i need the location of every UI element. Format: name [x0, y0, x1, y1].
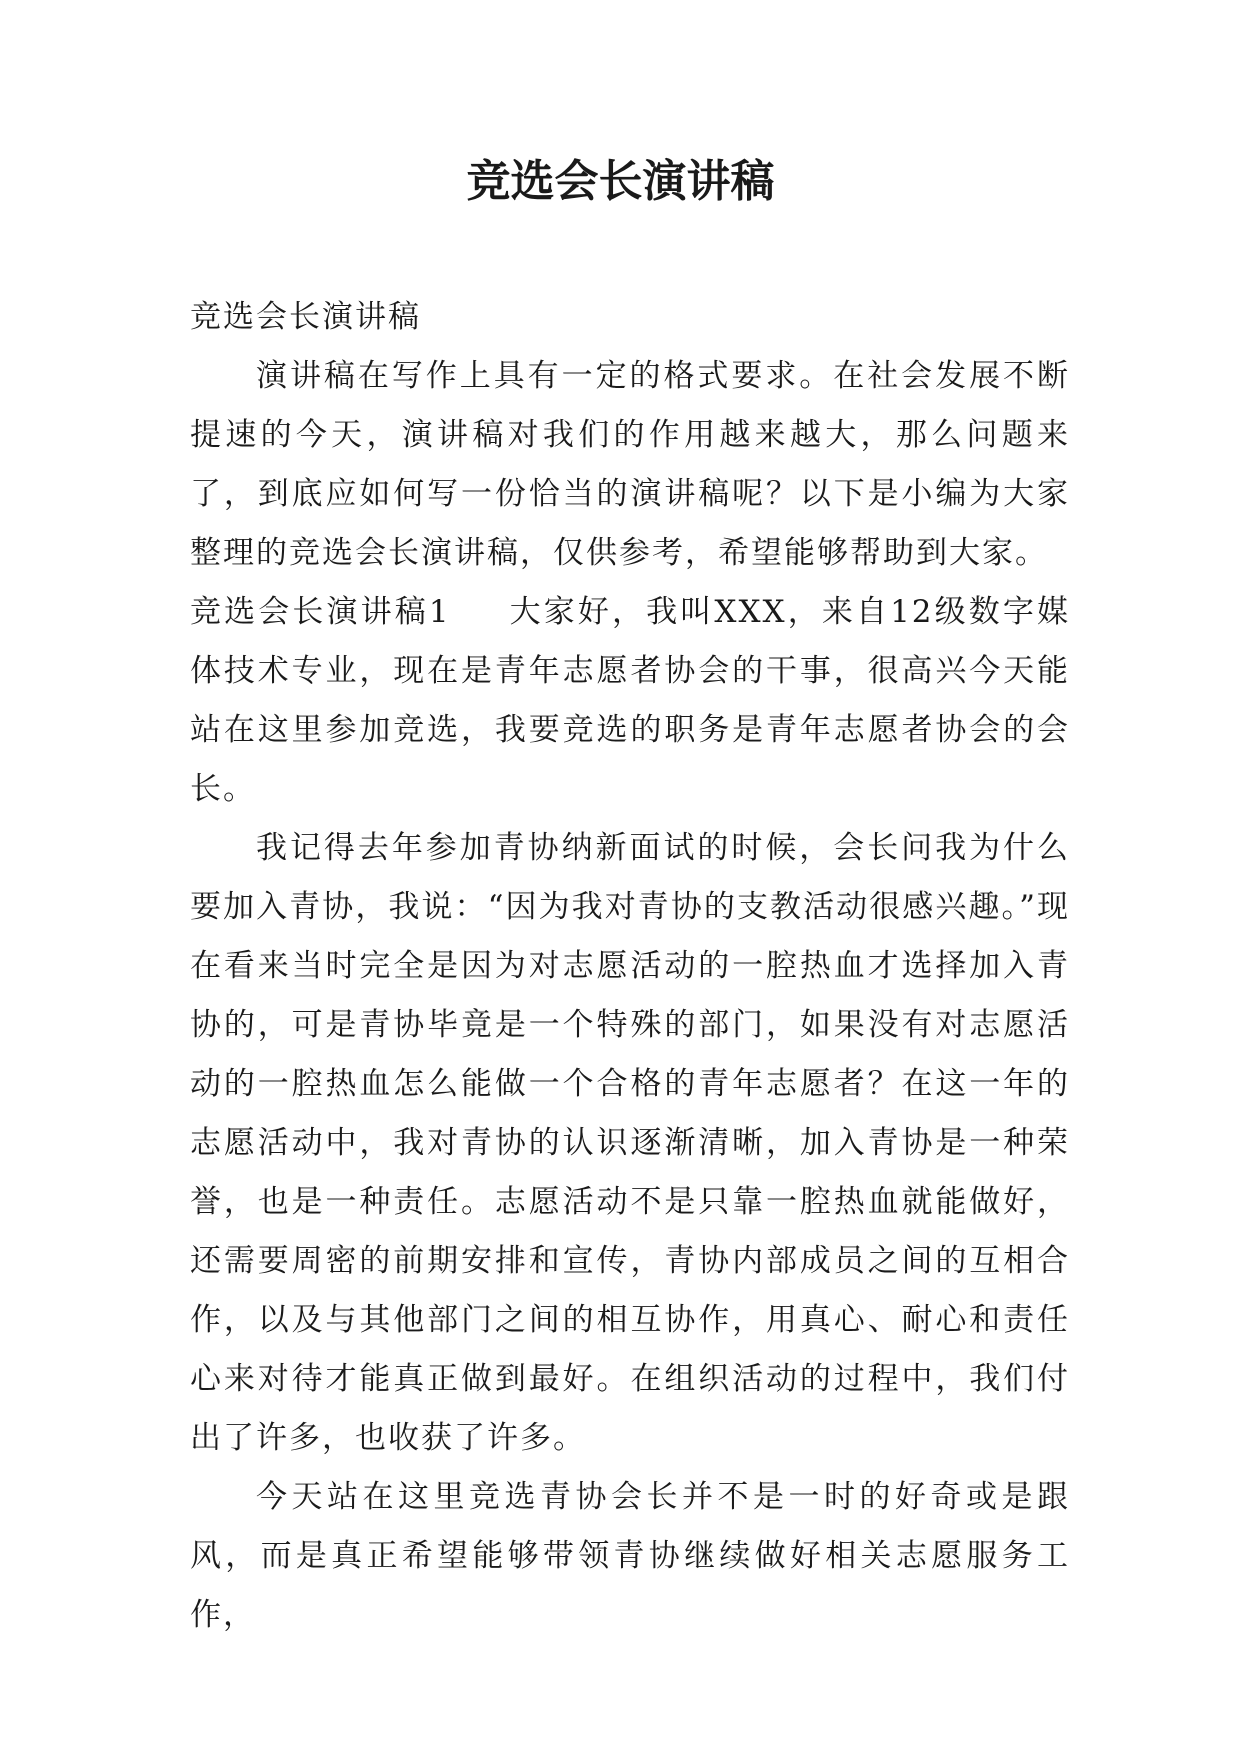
section1-paragraph: [190, 583, 1070, 819]
document-body: [190, 288, 1070, 1645]
document-title: 竞选会长演讲稿: [466, 156, 775, 207]
intro-paragraph: 演讲稿在写作上具有一定的格式要求。在社会发展不断提速的今天，演讲稿对我们的作用越来越大，那么问题来了，到底应如何写一份恰当的演讲稿呢？以下是小编为大家整理的竞选会长演讲稿，仅供参考，希望能够帮助到大家。: [190, 358, 1070, 571]
section1-text: 大家好，我叫XXX，来自12级数字媒体技术专业，现在是青年志愿者协会的干事，很高兴今天能站在这里参加竞选，我要竞选的职务是青年志愿者协会的会长。: [190, 594, 1070, 807]
paragraph-2: 我记得去年参加青协纳新面试的时候，会长问我为什么要加入青协，我说：“因为我对青协的支教活动很感兴趣。”现在看来当时完全是因为对志愿活动的一腔热血才选择加入青协的，可是青协毕竟是一个特殊的部门，如果没有对志愿活动的一腔热血怎么能做一个合格的青年志愿者？在这一年的志愿活动中，我对青协的认识逐渐清晰，加入青协是一种荣誉，也是一种责任。志愿活动不是只靠一腔热血就能做好，还需要周密的前期安排和宣传，青协内部成员之间的互相合作，以及与其他部门之间的相互协作，用真心、耐心和责任心来对待才能真正做到最好。在组织活动的过程中，我们付出了许多，也收获了许多。: [190, 830, 1070, 1456]
document-subtitle: 竞选会长演讲稿: [190, 299, 421, 335]
paragraph-3: 今天站在这里竞选青协会长并不是一时的好奇或是跟风，而是真正希望能够带领青协继续做好相关志愿服务工作，: [190, 1479, 1070, 1633]
section1-heading: 竞选会长演讲稿1: [190, 594, 451, 630]
